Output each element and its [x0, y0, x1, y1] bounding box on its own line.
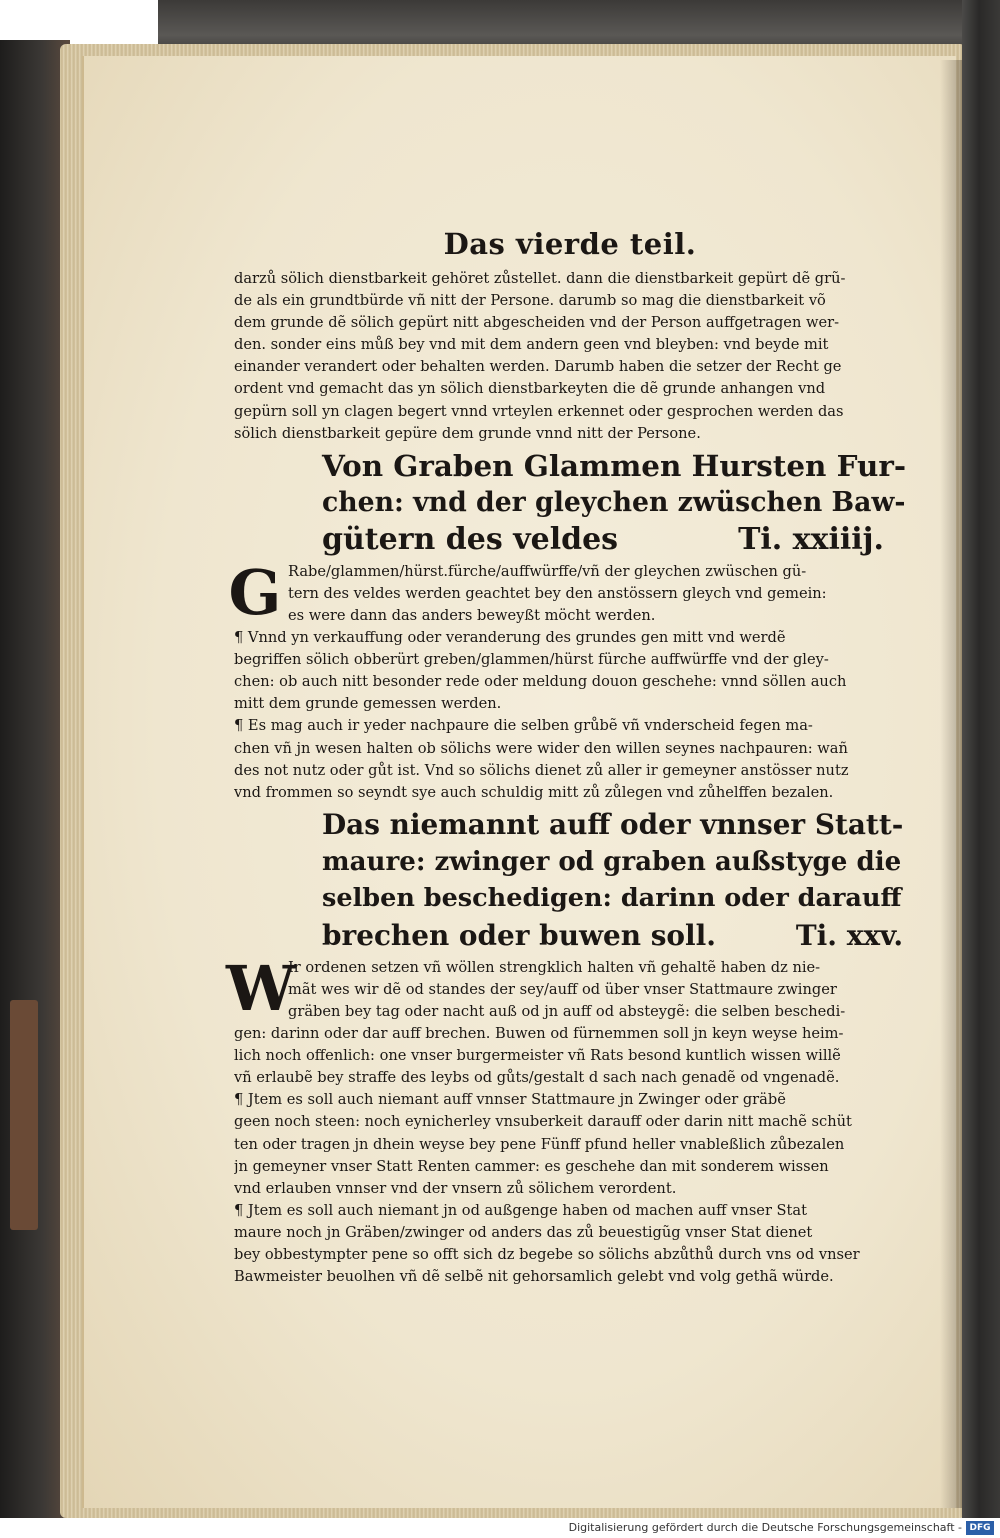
text-block [226, 222, 907, 1288]
text-line: den. sonder eins můß bey vnd mit dem andern geen vnd bleyben: vnd beyde mit [234, 336, 829, 354]
section-heading-25 [234, 806, 906, 954]
text-line: des not nutz oder gůt ist. Vnd so sölichs dienet zů aller ir gemeyner anstösser nutz [234, 761, 849, 779]
text-line: gräben bey tag oder nacht auß od jn auff od absteygẽ: die selben beschedi- [288, 1002, 846, 1020]
text-line: einander verandert oder behalten werden. Darumb haben die setzer der Recht ge [234, 358, 842, 376]
gutter-shadow [940, 60, 962, 1508]
text-line: darzů sölich dienstbarkeit gehöret zůstellet. dann die dienstbarkeit gepürt dẽ grũ- [234, 270, 846, 287]
title-number: Ti. xxv. [795, 918, 904, 952]
paragraph [234, 957, 906, 1090]
heading-line [322, 917, 906, 954]
heading-line: Das niemannt auff oder vnnser Statt- [322, 807, 904, 841]
paragraph [234, 1200, 906, 1288]
text-line: vnd frommen so seyndt sye auch schuldig mitt zů zůlegen vnd zůhelffen bezalen. [234, 783, 834, 801]
text-line: Bawmeister beuolhen vñ dẽ selbẽ nit gehorsamlich gelebt vnd volg gethã würde. [234, 1268, 834, 1286]
text-line: gen: darinn oder dar auff brechen. Buwen od fürnemmen soll jn keyn weyse heim- [234, 1025, 844, 1043]
heading-line: selben beschedigen: darinn oder darauff [322, 882, 902, 913]
text-line: bey obbestympter pene so offt sich dz begebe so sölichs abzůthů durch vns od vnser [234, 1246, 860, 1263]
drop-capital: G [228, 555, 282, 629]
paragraph [234, 627, 906, 715]
text-line: de als ein grundtbürde vñ nitt der Persone. darumb so mag die dienstbarkeit võ [234, 292, 826, 310]
text-line: ¶ Jtem es soll auch niemant jn od außgenge haben od machen auff vnser Stat [234, 1201, 807, 1219]
heading-line: maure: zwinger od graben außstyge die [322, 845, 902, 877]
paragraph [234, 561, 906, 627]
text-line: ten oder tragen jn dhein weyse bey pene Fünff pfund heller vnableßlich zůbezalen [234, 1135, 845, 1153]
text-line: Rabe/glammen/hürst.fürche/auffwürffe/vñ der gleychen zwüschen gü- [288, 562, 807, 580]
text-line: begriffen sölich obberürt greben/glammen/hürst fürche auffwürffe vnd der gley- [234, 651, 829, 669]
paragraph [234, 715, 906, 803]
text-line: Ir ordenen setzen vñ wöllen strengklich halten vñ gehaltẽ haben dz nie- [288, 958, 821, 976]
text-line: ordent vnd gemacht das yn sölich dienstbarkeyten die dẽ grunde anhangen vnd [234, 380, 826, 398]
heading-line: Von Graben Glammen Hursten Fur- [322, 447, 907, 483]
section-24-body [228, 555, 906, 804]
section-heading-24 [234, 447, 906, 558]
text-line: maure noch jn Gräben/zwinger od anders das zů beuestigũg vnser Stat dienet [234, 1223, 813, 1241]
text-line: jn gemeyner vnser Statt Renten cammer: es geschehe dan mit sonderem wissen [234, 1157, 829, 1175]
heading-line [322, 521, 906, 558]
text-line: sölich dienstbarkeit gepüre dem grunde vnnd nitt der Persone. [234, 424, 701, 442]
intro-paragraph [234, 268, 906, 445]
text-line: es were dann das anders beweyßt möcht werden. [288, 606, 656, 624]
credit-footer [0, 1518, 1000, 1538]
text-line: mãt wes wir dẽ od standes der sey/auff od über vnser Stattmaure zwinger [288, 980, 837, 998]
text-line: ¶ Vnnd yn verkauffung oder veranderung des grundes gen mitt vnd werdẽ [234, 629, 786, 647]
running-head: Das vierde teil. [443, 227, 697, 261]
text-line: geen noch steen: noch eynicherley vnsuberkeit darauff oder darin nitt machẽ schüt [234, 1113, 852, 1131]
text-line: vnd erlauben vnnser vnd der vnsern zů sölichem verordent. [234, 1179, 677, 1197]
credit-text: Digitalisierung gefördert durch die Deutsche Forschungsgemeinschaft - [568, 1521, 962, 1534]
text-line: chen vñ jn wesen halten ob sölichs were wider den willen seynes nachpauren: wañ [234, 739, 848, 757]
paragraph [234, 1089, 906, 1199]
section-25-body [226, 951, 906, 1288]
text-line: chen: ob auch nitt besonder rede oder meldung douon geschehe: vnnd söllen auch [234, 673, 847, 691]
text-line: lich noch offenlich: one vnser burgermeister vñ Rats besond kuntlich wissen willẽ [234, 1047, 841, 1065]
heading-line-text: brechen oder buwen soll. [322, 918, 716, 952]
text-line: mitt dem grunde gemessen werden. [234, 695, 502, 713]
text-line: tern des veldes werden geachtet bey den anstössern gleych vnd gemein: [288, 584, 827, 602]
text-line: dem grunde dẽ sölich gepürt nitt abgescheiden vnd der Person auffgetragen wer- [234, 314, 840, 332]
dfg-logo-icon: DFG [966, 1521, 994, 1535]
drop-capital: W [226, 951, 296, 1025]
text-line: gepürn soll yn clagen begert vnnd vrteylen erkennet oder gesprochen werden das [234, 402, 844, 420]
heading-line: chen: vnd der gleychen zwüschen Baw- [322, 486, 906, 518]
text-line: ¶ Jtem es soll auch niemant auff vnnser Stattmaure jn Zwinger oder gräbẽ [234, 1091, 786, 1109]
heading-line-text: gütern des veldes [322, 521, 619, 557]
book-cover-right [962, 0, 1000, 1518]
title-number: Ti. xxiiij. [738, 521, 884, 557]
text-line: ¶ Es mag auch ir yeder nachpaure die selben grůbẽ vñ vnderscheid fegen ma- [234, 717, 813, 735]
text-line: vñ erlaubẽ bey straffe des leybs od gůts/gestalt d sach nach genadẽ od vngenadẽ. [234, 1069, 840, 1087]
bookmark-strap [10, 1000, 38, 1230]
